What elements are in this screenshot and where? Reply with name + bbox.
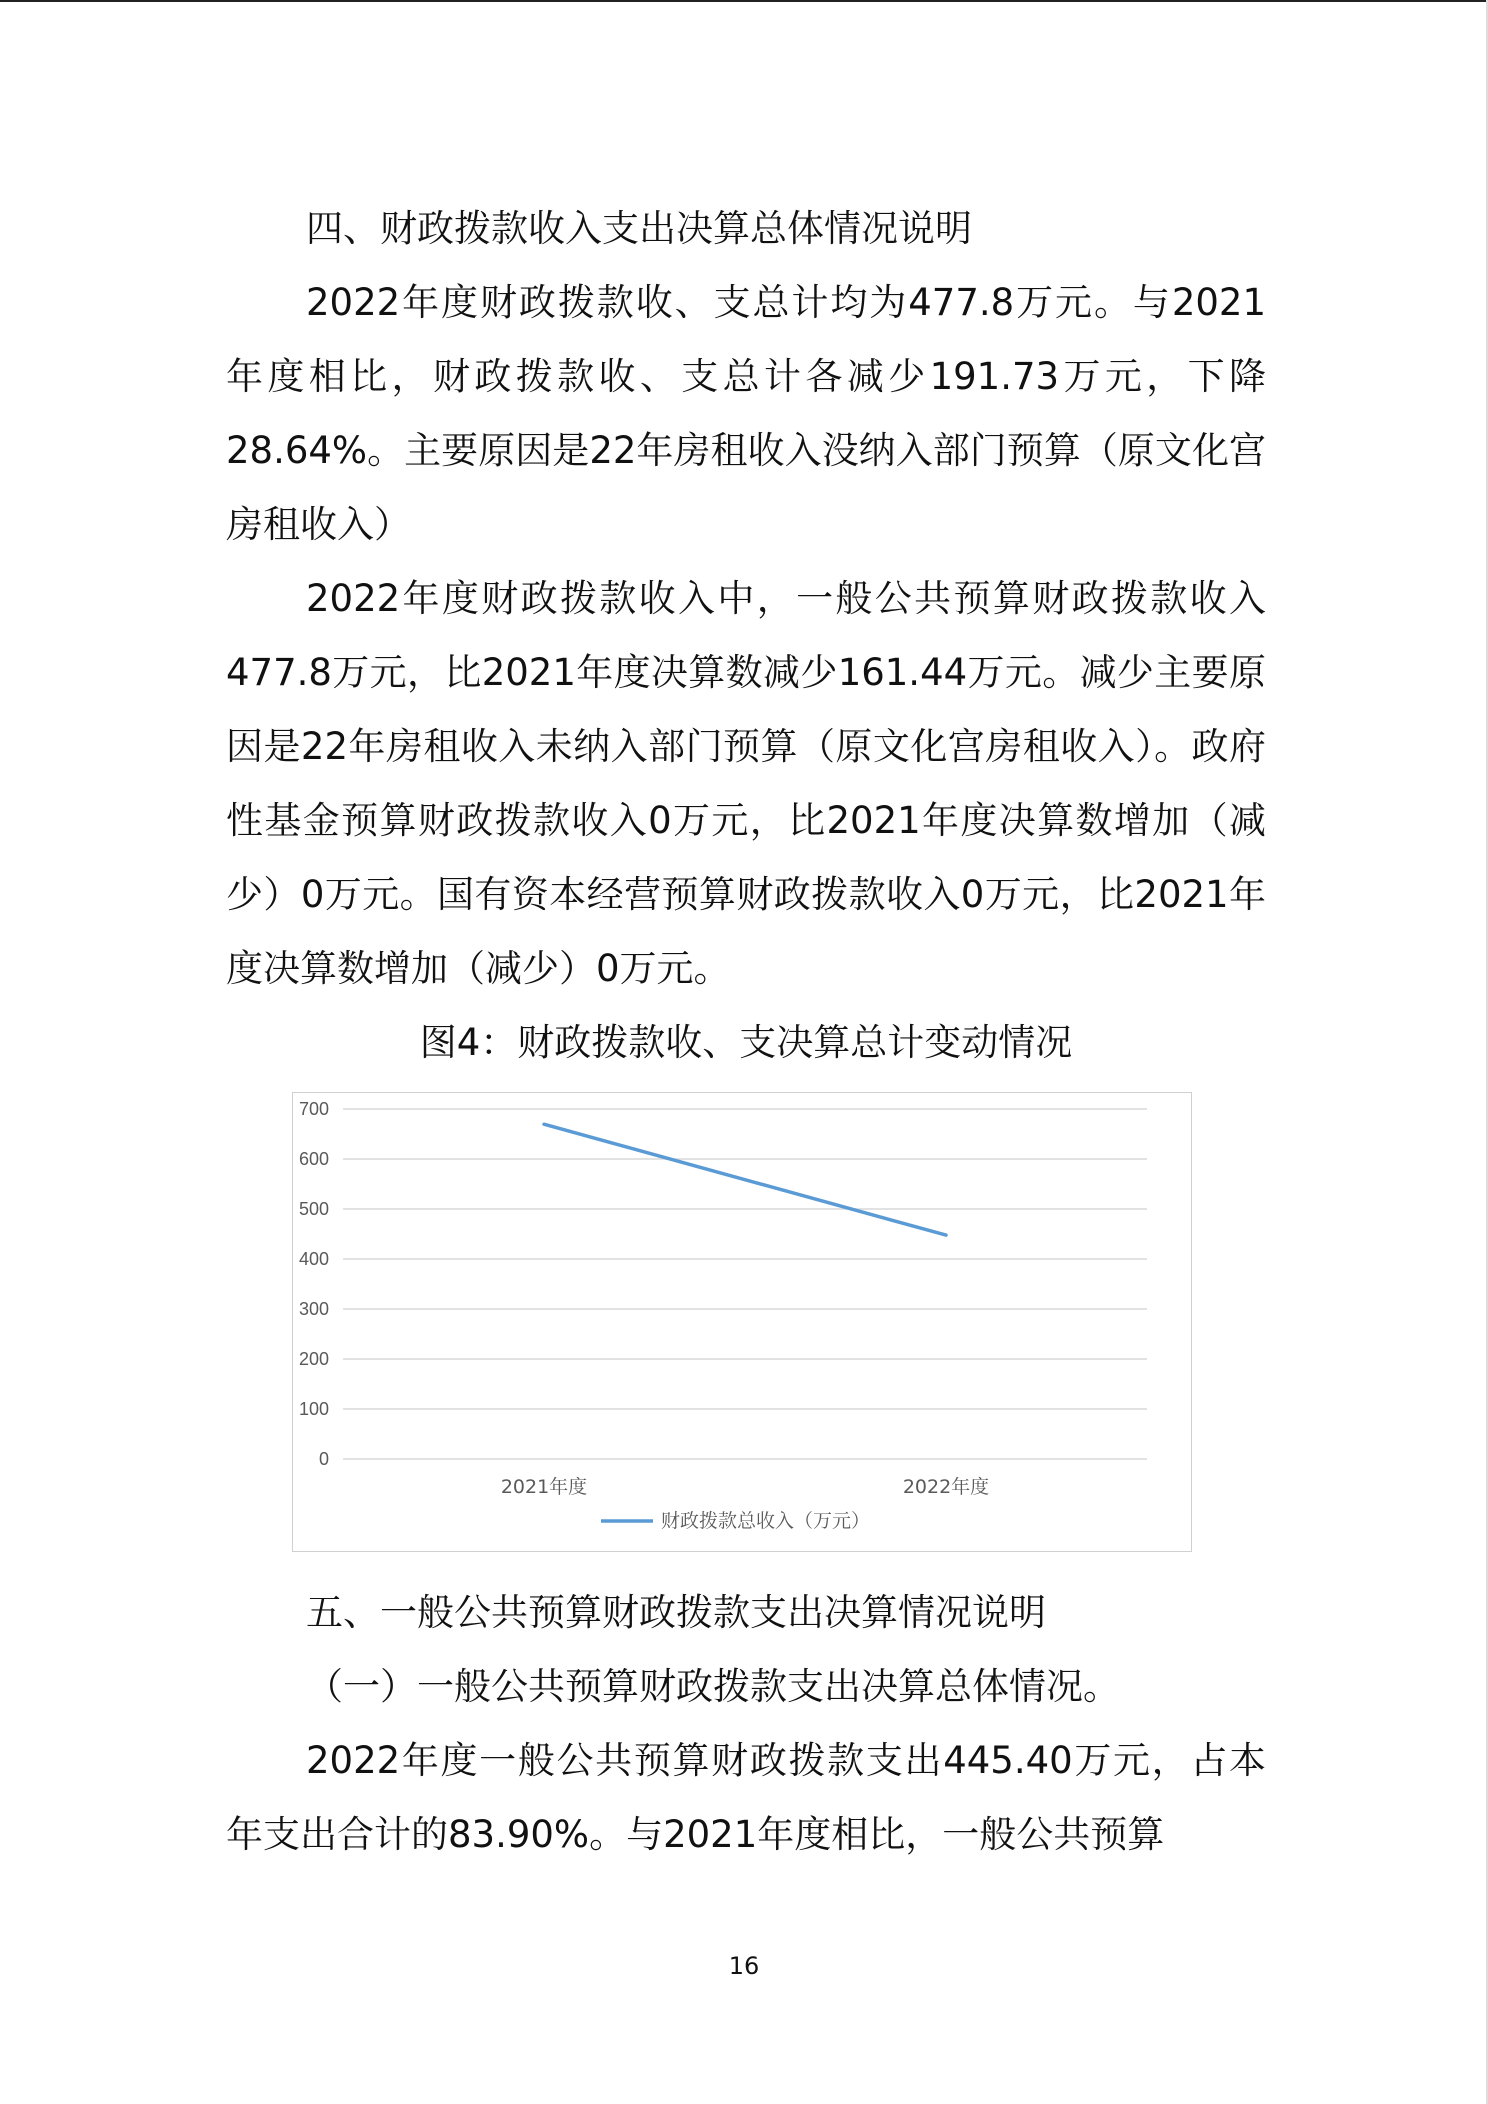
legend-label: 财政拨款总收入（万元） — [661, 1510, 871, 1532]
series-line — [544, 1124, 946, 1235]
subsection-heading: （一）一般公共预算财政拨款支出决算总体情况。 — [306, 1665, 1120, 1708]
top-border — [0, 0, 1488, 2]
y-tick-label: 400 — [298, 1249, 329, 1269]
paragraph: 2022年度财政拨款收入中，一般公共预算财政拨款收入477.8万元，比2021年度决算数减少161.44万元。减少主要原因是22年房租收入未纳入部门预算（原文化宫房租收入）。政府性基金预算财政拨款收入0万元，比2021年度决算数增加（减少）0万元。国有资本经营预算财政拨款收入0万元，比2021年度决算数增加（减少）0万元。 — [226, 577, 1266, 990]
y-tick-label: 0 — [318, 1449, 329, 1469]
section-heading-4: 四、财政拨款收入支出决算总体情况说明 — [306, 207, 972, 250]
y-tick-label: 200 — [298, 1349, 329, 1369]
y-tick-label: 700 — [298, 1099, 329, 1119]
chart-svg — [293, 1093, 1191, 1551]
section-heading-5: 五、一般公共预算财政拨款支出决算情况说明 — [306, 1591, 1046, 1634]
page-number: 16 — [728, 1952, 760, 1980]
y-tick-label: 100 — [298, 1399, 329, 1419]
paragraph: 2022年度财政拨款收、支总计均为477.8万元。与2021年度相比，财政拨款收、支总计各减少191.73万元，下降28.64%。主要原因是22年房租收入没纳入部门预算（原文化宫房租收入） — [226, 281, 1266, 546]
y-tick-label: 300 — [298, 1299, 329, 1319]
line-chart — [292, 1092, 1192, 1552]
x-tick-label: 2022年度 — [902, 1476, 990, 1498]
page-content — [226, 192, 1266, 1872]
y-tick-label: 500 — [298, 1199, 329, 1219]
figure-caption: 图4：财政拨款收、支决算总计变动情况 — [419, 1021, 1073, 1064]
x-tick-label: 2021年度 — [500, 1476, 588, 1498]
paragraph: 2022年度一般公共预算财政拨款支出445.40万元，占本年支出合计的83.90%。与2021年度相比，一般公共预算 — [226, 1739, 1266, 1856]
y-tick-label: 600 — [298, 1149, 329, 1169]
